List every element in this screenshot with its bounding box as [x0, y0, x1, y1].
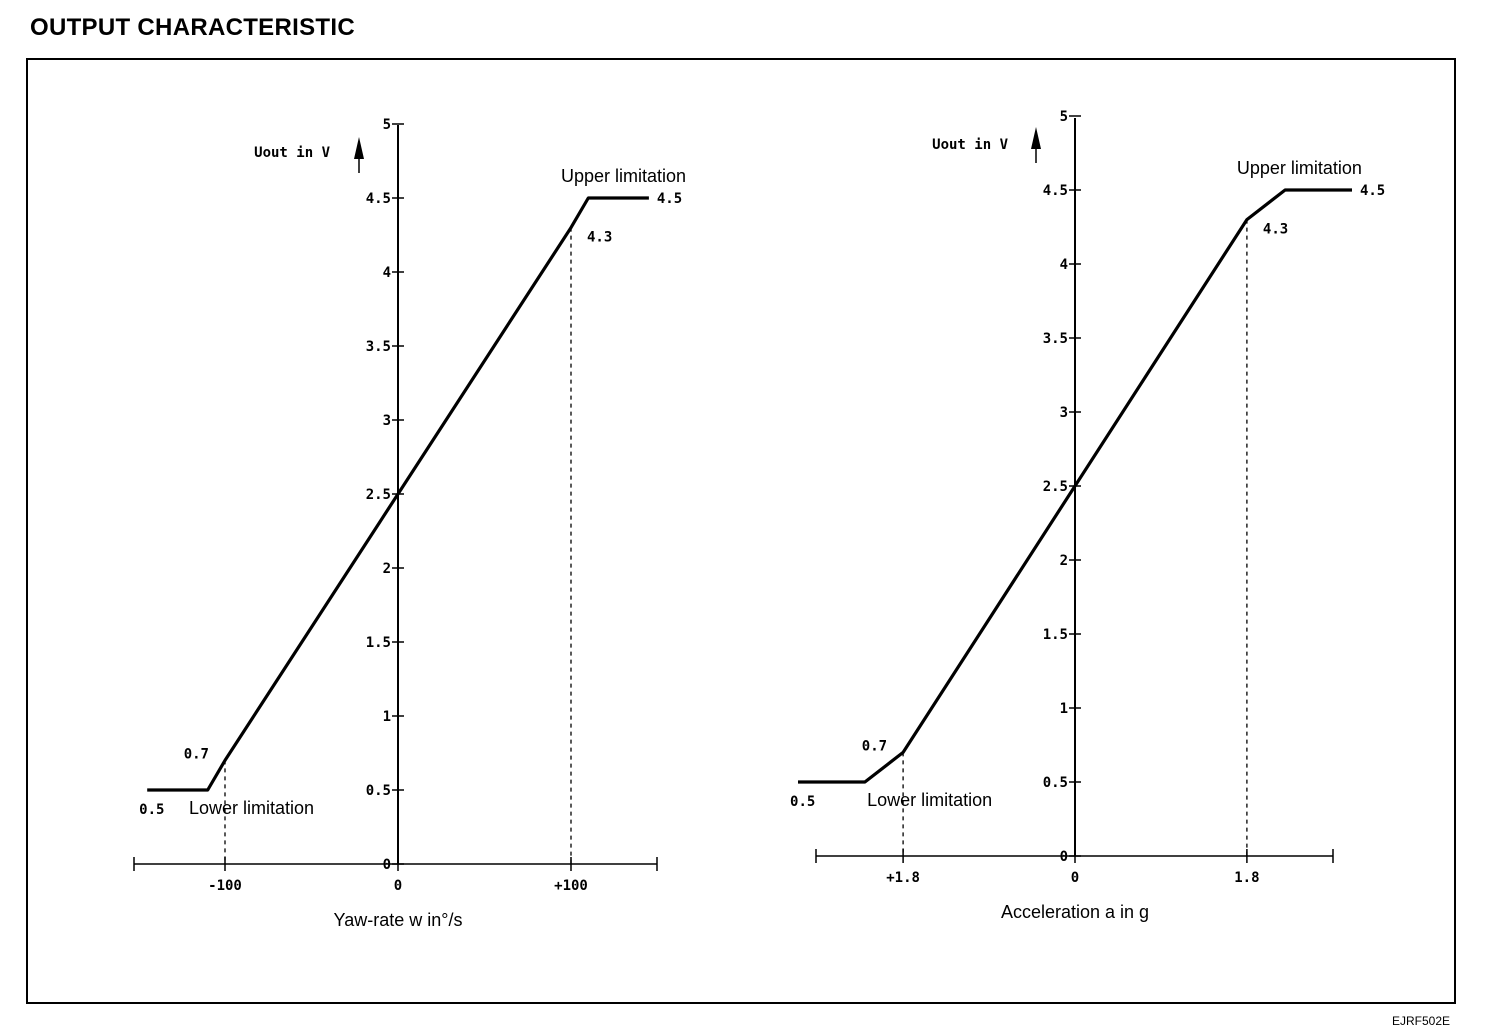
lower-value-label: 0.5	[139, 802, 165, 818]
y-axis-label: Uout in V	[254, 145, 330, 161]
x-tick-label: -100	[208, 878, 242, 894]
y-tick-label: 1	[382, 709, 391, 725]
lower-value-label: 0.5	[790, 794, 816, 810]
y-tick-label: 2	[1059, 553, 1068, 569]
lower-limitation-label: Lower limitation	[189, 798, 315, 818]
y-tick-label: 2.5	[1042, 479, 1068, 495]
upper-limitation-label: Upper limitation	[1236, 158, 1362, 178]
y-tick-label: 1	[1059, 701, 1068, 717]
y-tick-label: 5	[1059, 109, 1068, 125]
y-tick-label: 1.5	[1042, 627, 1068, 643]
upper-knee-label: 4.3	[1262, 221, 1289, 238]
x-tick-label: +100	[554, 878, 588, 894]
x-tick-label: +1.8	[886, 870, 920, 886]
y-axis-arrowhead-icon	[1031, 127, 1041, 149]
x-tick-label: 0	[393, 878, 403, 894]
upper-value-label: 4.5	[1359, 183, 1386, 199]
lower-limitation-label: Lower limitation	[867, 790, 993, 810]
y-tick-label: 2	[382, 561, 391, 577]
y-tick-label: 3	[382, 413, 391, 429]
y-tick-label: 4	[382, 265, 391, 281]
y-tick-label: 3.5	[1042, 331, 1068, 347]
y-tick-label: 3.5	[365, 339, 391, 355]
x-axis-label: Yaw-rate w in°/s	[333, 910, 463, 930]
x-tick-label: 1.8	[1234, 870, 1260, 886]
upper-limitation-label: Upper limitation	[561, 166, 687, 186]
y-tick-label: 0	[1059, 849, 1068, 865]
document-code: EJRF502E	[1391, 1014, 1450, 1028]
y-tick-label: 0	[382, 857, 391, 873]
y-tick-label: 0.5	[365, 783, 391, 799]
y-tick-label: 2.5	[365, 487, 391, 503]
lower-knee-label: 0.7	[183, 746, 209, 763]
y-axis-arrowhead-icon	[354, 137, 364, 159]
y-tick-label: 4.5	[365, 191, 391, 207]
x-axis-label: Acceleration a in g	[1000, 902, 1150, 922]
lower-knee-label: 0.7	[861, 738, 888, 755]
upper-value-label: 4.5	[656, 191, 683, 207]
y-tick-label: 4	[1059, 257, 1068, 273]
y-tick-label: 1.5	[365, 635, 391, 651]
page-title: OUTPUT CHARACTERISTIC	[30, 14, 355, 41]
y-axis-label: Uout in V	[932, 137, 1008, 153]
y-tick-label: 3	[1059, 405, 1068, 421]
y-tick-label: 0.5	[1042, 775, 1068, 791]
y-tick-label: 4.5	[1042, 183, 1068, 199]
y-tick-label: 5	[382, 117, 391, 133]
x-tick-label: 0	[1070, 870, 1080, 886]
upper-knee-label: 4.3	[587, 229, 613, 246]
